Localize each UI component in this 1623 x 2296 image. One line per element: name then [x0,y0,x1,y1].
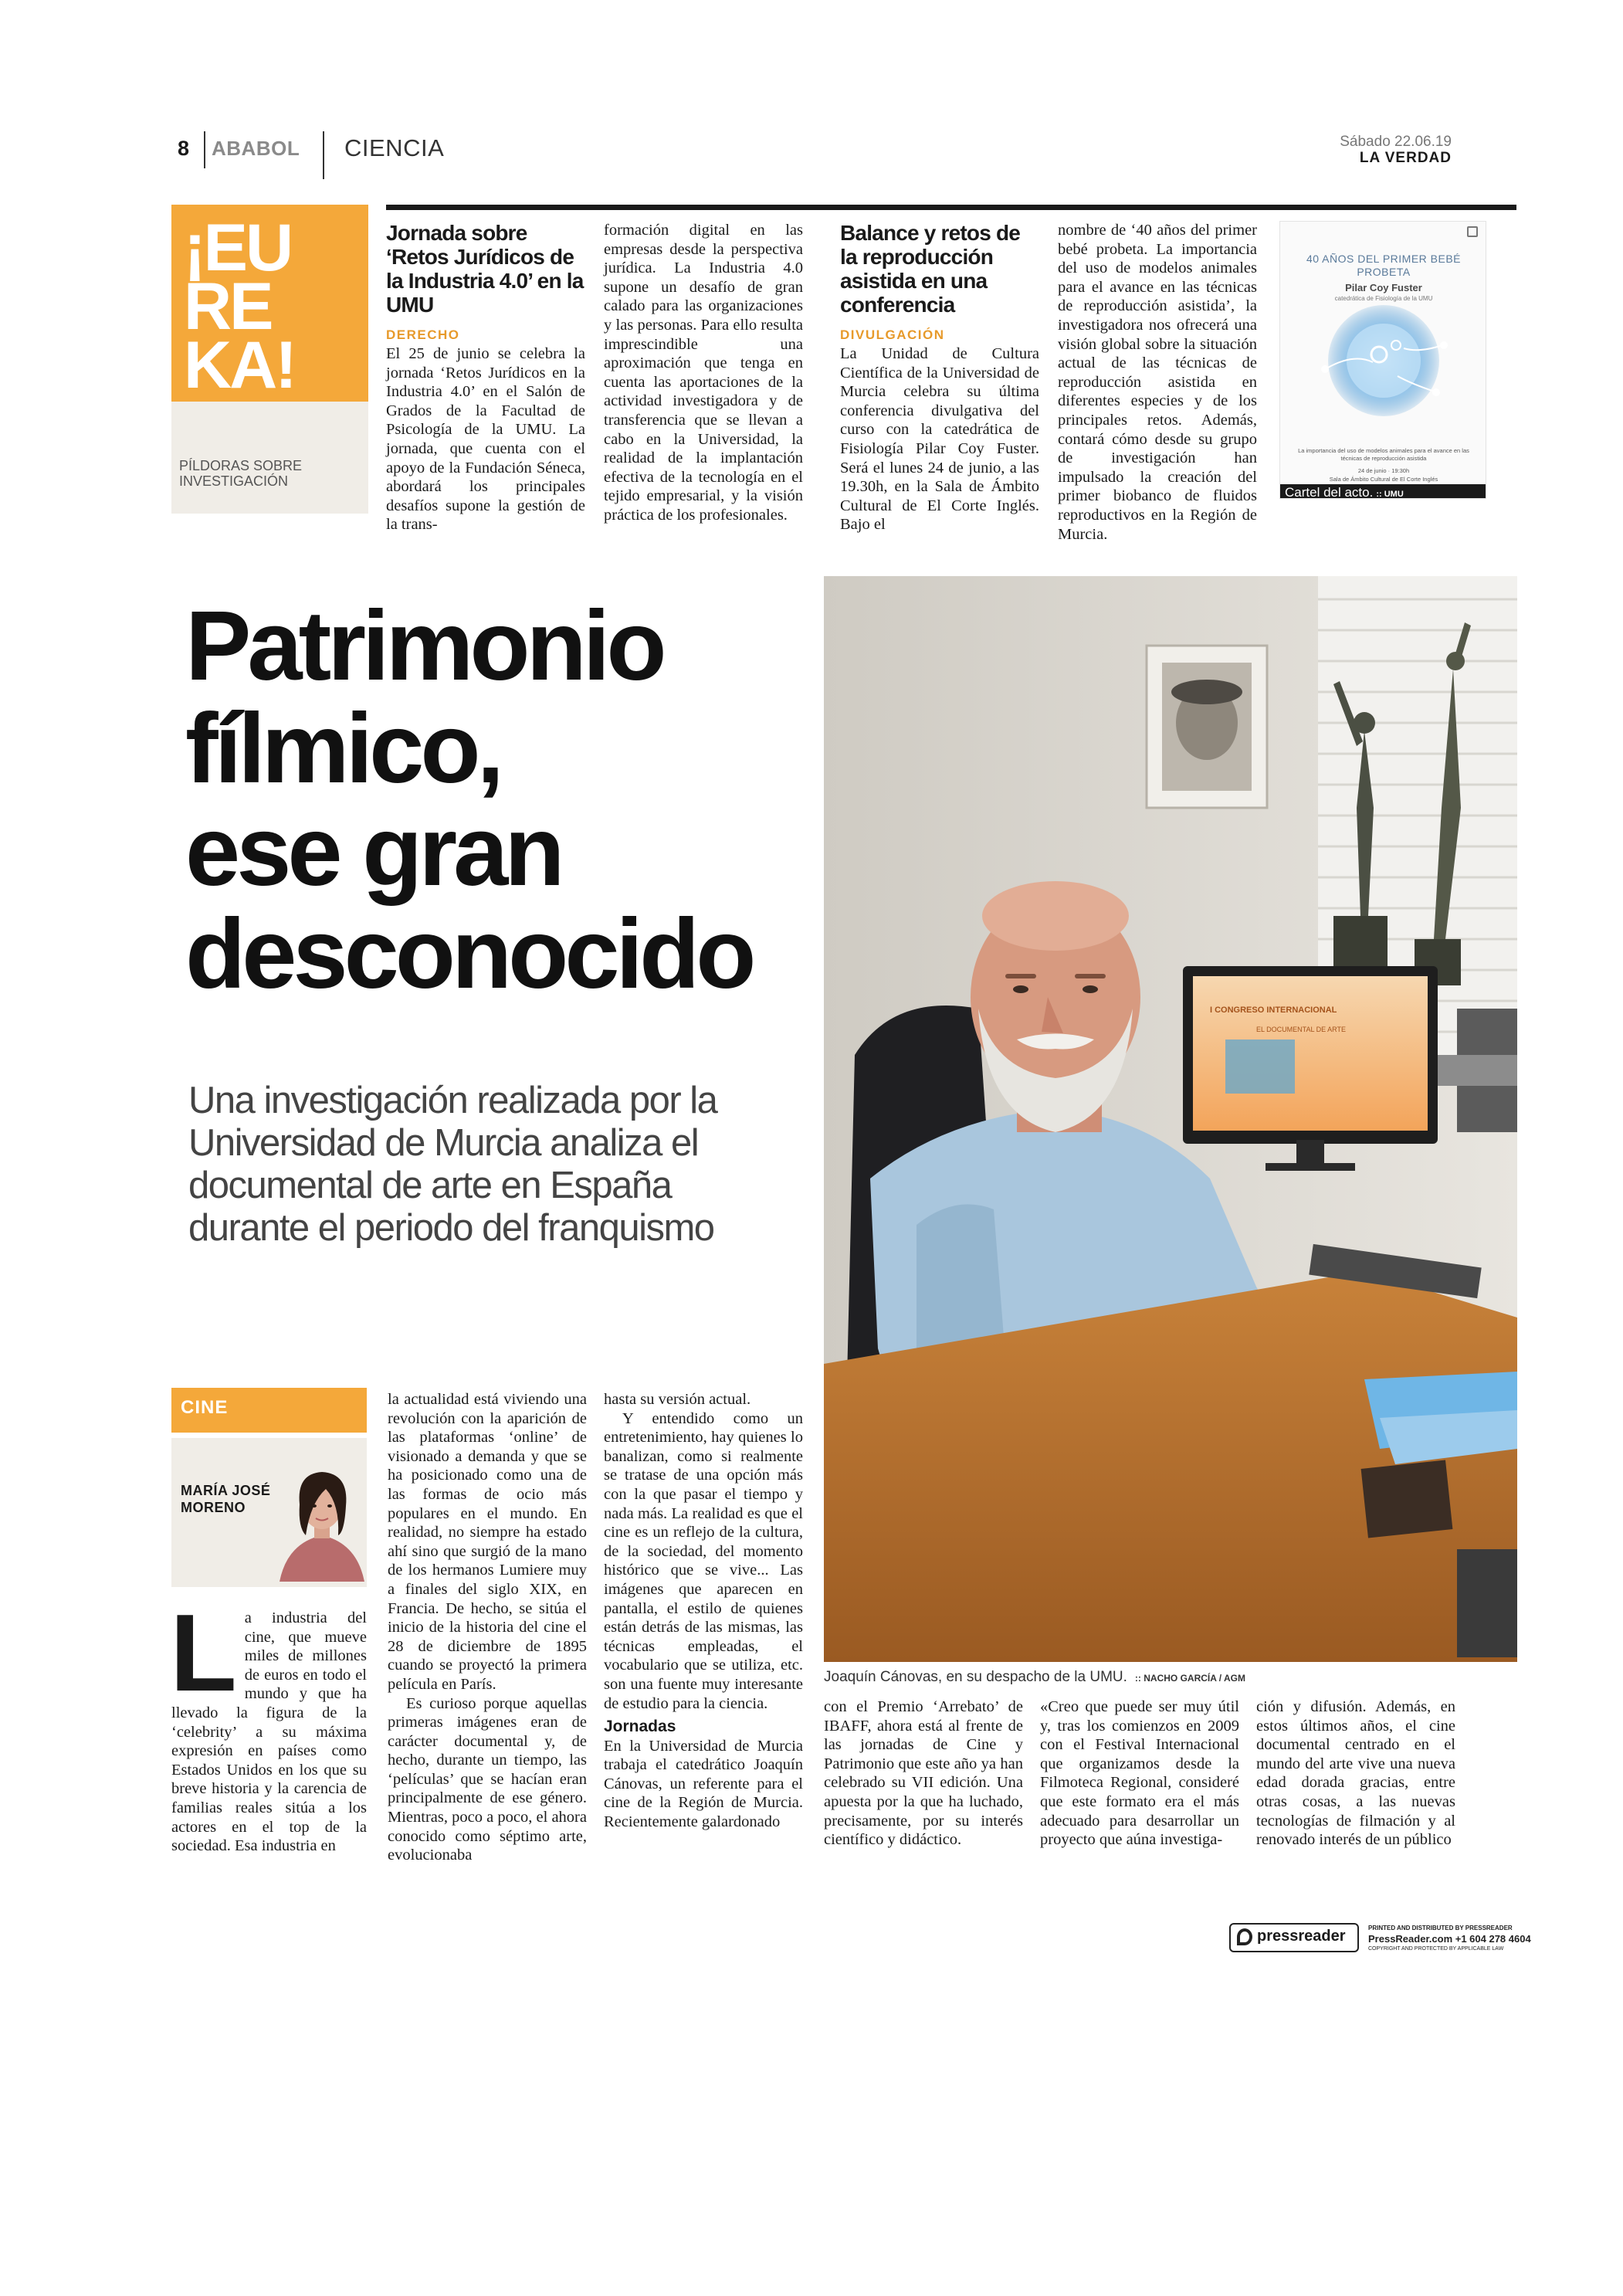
subheadline-line-4: durante el periodo del franquismo [188,1207,714,1249]
brief-derecho-headline: Jornada sobre ‘Retos Jurídicos de la Industria 4.0’ en la UMU [386,221,584,317]
author-name-2: MORENO [181,1500,246,1515]
monitor-text: I CONGRESO INTERNACIONAL [1210,1006,1337,1015]
newspaper-name: LA VERDAD [1359,150,1452,166]
footer-line-1: PRINTED AND DISTRIBUTED BY PRESSREADER [1368,1925,1513,1931]
poster-date: 24 de junio · 19:30h [1357,467,1410,474]
brief-derecho-text-a: El 25 de junio se celebra la jornada ‘Retos Jurídicos en la Industria 4.0’ en el Salón de Grados de la Facultad de Psicología de la UMU. La jornada, que cuenta con el apoyo de la Fundación Séneca, abordará los principales desafíos supone la gestión de la trans- [386,345,585,534]
eureka-subtitle-2: INVESTIGACIÓN [179,473,289,489]
poster-speaker: Pilar Coy Fuster [1345,282,1422,293]
main-headline-line-4: desconocido [185,899,753,1009]
article-col-3-p3: En la Universidad de Murcia trabaja el catedrático Joaquín Cánovas, un referente para el cine de la Región de Murcia. Recientemente galardonado [604,1737,803,1831]
eureka-title-1: ¡EU [184,211,292,285]
article-col-2 [388,1390,587,1865]
pressreader-badge [1229,1923,1359,1952]
brief-derecho-col-1 [386,221,585,534]
category-box [171,1388,367,1433]
main-subheadline [188,1080,822,1250]
brief-divulgacion-text-b: nombre de ‘40 años del primer bebé probeta. La importancia del uso de modelos animales para el avance en las técnicas de reproducción asistida’, la investigadora nos ofrecerá una visión global sobre la situación actual de las técnicas de reproducción asistida en diferentes especies y de los principales retos. Además, contará cómo desde su grupo de investigación han impulsado la creación del primer biobanco de fluidos reproductivos en la Región de Murcia. [1058,222,1257,543]
author-box [171,1438,367,1587]
poster-logo-icon [1467,226,1478,237]
article-col-2-p1: la actualidad está viviendo una revolución con la aparición de las plataformas ‘online’ de visionado a demanda y que se ha posicionado como una de las formas de ocio más populares en el mundo. En realidad, no siempre ha estado ahí sino que surgió de la mano de los hermanos Lumiere muy a finales del siglo XIX, en Francia. De hecho, se sitúa el inicio de la historia del cine el 28 de diciembre de 1895 cuando se proyectó la primera película en París. [388,1391,587,1693]
section-brand: ABABOL [212,137,300,160]
subheadline-line-1: Una investigación realizada por la [188,1080,717,1121]
brief-divulgacion-col-1 [840,221,1039,534]
main-headline-line-1: Patrimonio [185,591,663,701]
pressreader-brand: pressreader [1257,1928,1346,1945]
poster-caption-credit: :: UMU [1376,490,1404,499]
article-col-6: ción y difusión. Además, en estos últimos años, el cine documental centrado en el mundo del arte vive una nueva edad dorada gracias, entre otras cosas, a las nuevas tecnologías de filmación y al renovado interés de un público [1256,1698,1455,1849]
subheadline-line-2: Universidad de Murcia analiza el [188,1122,699,1164]
photo-caption-line [824,1669,1517,1686]
brief-derecho-section: DERECHO [386,327,460,342]
header-divider-1 [204,131,205,168]
main-photo-illustration [824,576,1517,1662]
poster-caption: Cartel del acto. [1285,485,1374,499]
poster-caption-bar [1280,484,1486,499]
main-photo [824,576,1517,1662]
author-name-1: MARÍA JOSÉ [181,1483,271,1498]
eureka-title-2: RE [184,270,272,344]
article-col-2-p2: Es curioso porque aquellas primeras imágenes eran de carácter documental y, de hecho, durante un tiempo, las ‘películas’ que se hacían eran principalmente de ese género. Mientras, poco a poco, el ahora conocido como séptimo arte, evolucionaba [388,1694,587,1864]
article-col-3-p1: hasta su versión actual. [604,1391,751,1408]
main-headline [185,591,818,1009]
poster-description: La importancia del uso de modelos animales para el avance en las técnicas de reproducción asistida [1298,447,1469,462]
header-divider-2 [323,131,324,179]
eureka-subtitle-1: PÍLDORAS SOBRE [179,458,303,473]
article-col-3-subhead: Jornadas [604,1718,676,1736]
author-avatar [280,1458,364,1582]
brief-divulgacion-text-a: La Unidad de Cultura Científica de la Universidad de Murcia celebra su última conferencia divulgativa del curso con la catedrática de Fisiología Pilar Coy Fuster. Será el lunes 24 de junio, a las 19.30h, en la Sala de Ámbito Cultural de El Corte Inglés. Bajo el [840,345,1039,534]
poster-venue: Sala de Ámbito Cultural de El Corte Inglés [1329,476,1438,483]
page-number: 8 [178,137,190,160]
brief-divulgacion-section: DIVULGACIÓN [840,327,945,342]
footer-line-2: PressReader.com +1 604 278 4604 [1368,1933,1531,1945]
photo-credit: :: NACHO GARCÍA / AGM [1134,1673,1246,1684]
eureka-title-block [171,205,368,402]
article-col-1 [170,1592,367,1856]
article-category: CINE [181,1397,229,1418]
eureka-box [171,205,368,514]
brief-derecho-text-b: formación digital en las empresas desde la perspectiva jurídica. La Industria 4.0 supone un desafío de gran calado para las organizaciones y las personas. Para ello resulta imprescindible una aproximación que tenga en cuenta las aportaciones de la actividad investigadora y de transferencia que se llevan a cabo en la Universidad, la realidad de la implantación efectiva de la tecnología en el tejido empresarial, y la visión práctica de los profesionales. [604,222,803,524]
footer-line-3: COPYRIGHT AND PROTECTED BY APPLICABLE LAW [1368,1946,1504,1952]
eureka-title-3: KA! [184,328,295,402]
main-headline-line-2: fílmico, [185,694,501,804]
photo-caption: Joaquín Cánovas, en su despacho de la UMU. [824,1669,1127,1685]
article-col-4: con el Premio ‘Arrebato’ de IBAFF, ahora está al frente de las jornadas de Cine y Patrimonio que este año ya han celebrado su VII edición. Una apuesta por la que ha luchado, precisamente, por su interés científico y didáctico. [824,1698,1023,1849]
article-col-3 [604,1390,803,1832]
poster-embryo-illustration [1280,299,1486,453]
poster-title: 40 AÑOS DEL PRIMER BEBÉ PROBETA [1306,253,1462,278]
brief-divulgacion-headline: Balance y retos de la reproducción asistida en una conferencia [840,221,1021,317]
monitor-subtext: EL DOCUMENTAL DE ARTE [1256,1026,1347,1033]
main-headline-line-3: ese gran [185,796,561,907]
pressreader-logo-icon [1237,1928,1252,1945]
briefs-top-rule [386,205,1516,210]
article-col-5: «Creo que puede ser muy útil y, tras los comienzos en 2009 con el Festival Internacional que organizamos desde la Filmoteca Regional, consideré que este formato era el más adecuado para desarrollar un proyecto que aúna investiga- [1040,1698,1239,1849]
event-poster [1279,221,1486,499]
article-dropcap: L [170,1592,237,1714]
article-col-1-text: a industria del cine, que mueve miles de millones de euros en todo el mundo y que ha llevado la figura de la ‘celebrity’ a su máxima expresión en países como Estados Unidos en los que su breve historia y la carencia de familias reales sitúa a los actores en el top de la sociedad. Esa industria en [171,1609,367,1855]
subheadline-line-3: documental de arte en España [188,1165,672,1206]
section-name: CIENCIA [344,134,445,161]
poster-speaker-role: catedrática de Fisiología de la UMU [1334,295,1433,302]
page-date: Sábado 22.06.19 [1340,134,1452,150]
article-col-3-p2: Y entendido como un entretenimiento, hay quienes lo banalizan, como si realmente se tratase de una opción más con la que pasar el tiempo y nada más. La realidad es que el cine es un reflejo de la cultura, de la sociedad, del momento histórico que se vive... Las imágenes que aparecen en pantalla, el estilo de quienes están detrás de las mismas, las técnicas empleadas, el vocabulario que se utiliza, etc. son una fuente muy interesante de estudio para la ciencia. [604,1409,803,1712]
